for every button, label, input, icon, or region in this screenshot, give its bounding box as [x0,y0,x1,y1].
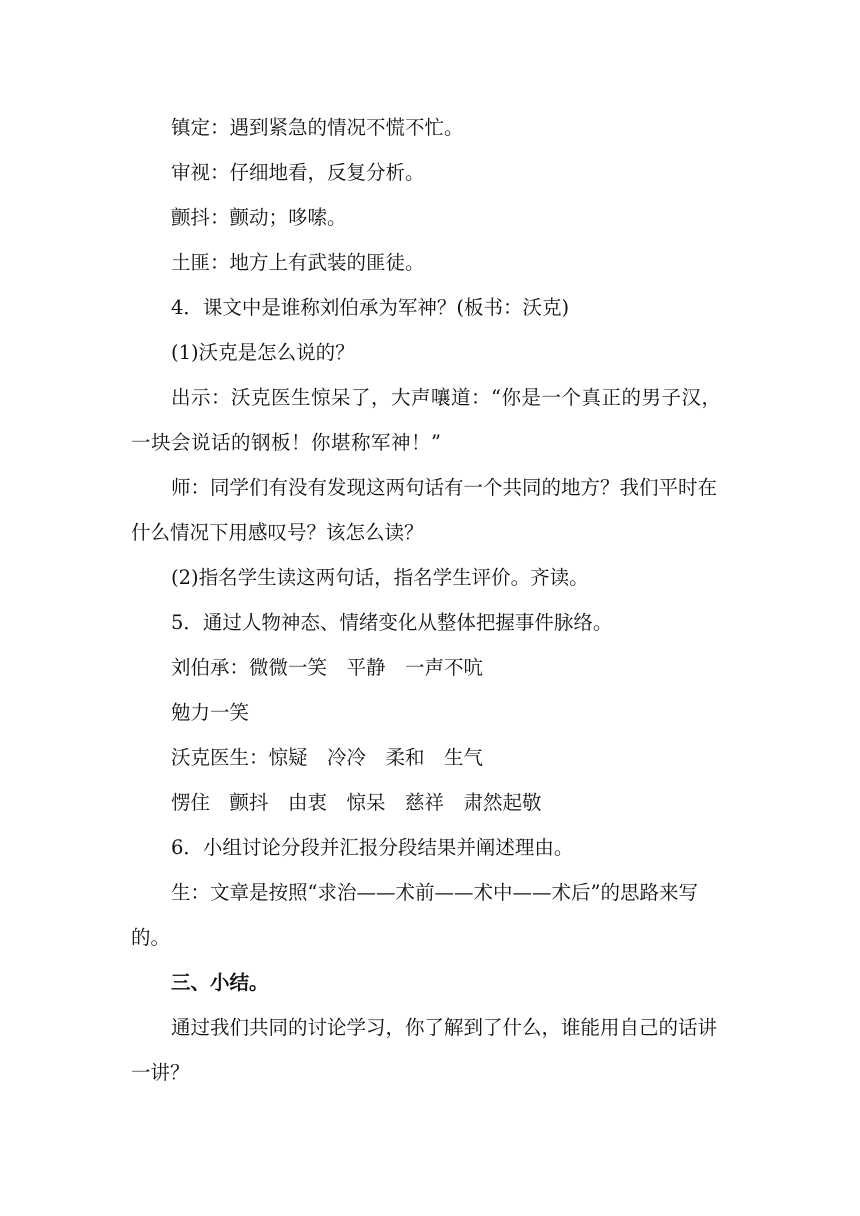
walker-expressions-cont: 愣住 颤抖 由衷 惊呆 慈祥 肃然起敬 [171,791,542,814]
definition-zhending: 镇定：遇到紧急的情况不慌不忙。 [171,116,464,139]
teacher-line-1: 师：同学们有没有发现这两句话有一个共同的地方？我们平时在 [171,476,718,499]
summary-line-1: 通过我们共同的讨论学习，你了解到了什么，谁能用自己的话讲 [171,1016,718,1039]
student-answer-line-1: 生：文章是按照“求治——术前——术中——术后”的思路来写 [171,881,698,904]
quote-line-2: 一块会说话的钢板！你堪称军神！” [131,431,442,454]
definition-tufei: 土匪：地方上有武装的匪徒。 [171,251,425,274]
walker-expressions: 沃克医生：惊疑 冷冷 柔和 生气 [171,746,484,769]
student-answer-line-2: 的。 [131,926,171,949]
step-6-heading: 6．小组讨论分段并汇报分段结果并阐述理由。 [171,836,574,859]
sub-question-2: (2)指名学生读这两句话，指名学生评价。齐读。 [171,566,589,589]
definition-shenshi: 审视：仔细地看，反复分析。 [171,161,425,184]
step-4-question: 4．课文中是谁称刘伯承为军神？(板书：沃克) [171,296,570,319]
step-5-heading: 5．通过人物神态、情绪变化从整体把握事件脉络。 [171,611,613,634]
sub-question-1: (1)沃克是怎么说的？ [171,341,355,364]
section-summary-heading: 三、小结。 [171,971,269,994]
document-body [131,105,733,1095]
teacher-line-2: 什么情况下用感叹号？该怎么读？ [131,521,424,544]
quote-line-1: 出示：沃克医生惊呆了，大声嚷道：“你是一个真正的男子汉， [171,386,722,409]
summary-line-2: 一讲？ [131,1061,190,1084]
definition-chandou: 颤抖：颤动；哆嗦。 [171,206,347,229]
liu-bocheng-expressions: 刘伯承：微微一笑 平静 一声不吭 [171,656,484,679]
liu-bocheng-expressions-cont: 勉力一笑 [171,701,250,724]
